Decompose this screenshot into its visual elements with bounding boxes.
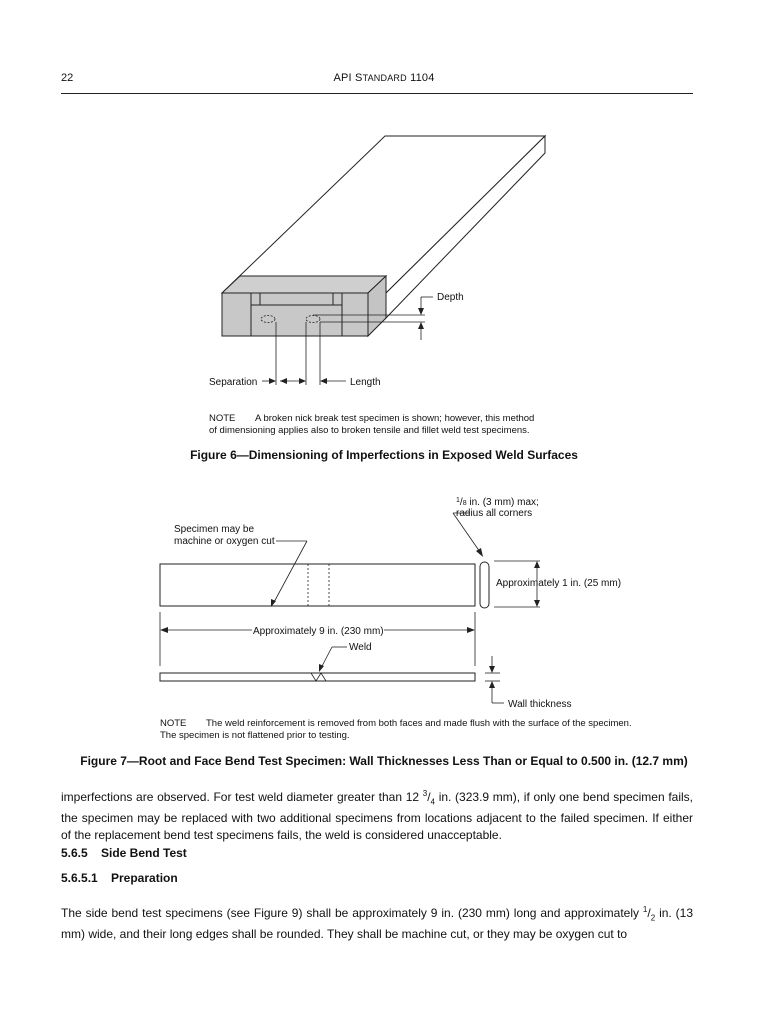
section-heading-5-6-5-1 [61, 871, 178, 885]
paragraph-2-fraction-numerator: 1 [642, 905, 648, 914]
figure-7-note [160, 718, 632, 742]
figure-6-note-line-1: A broken nick break test specimen is shown; however, this method [255, 413, 535, 424]
label-cut-line-1: Specimen may be [174, 524, 255, 535]
figure-6-drawing [0, 0, 768, 460]
end-top-strip [222, 276, 386, 293]
figure-7-note-tag: NOTE [160, 718, 187, 729]
paragraph-2-part-b: in. (13 mm) wide, and their long edges shall be rounded. They shall be machine cut, or they may be oxygen cut to [61, 906, 694, 942]
section-title-preparation: Preparation [111, 871, 178, 885]
figure-7-note-line-1: The weld reinforcement is removed from both faces and made flush with the surface of the specimen. [206, 718, 632, 729]
paragraph-2: The side bend test specimens (see Figure 9) shall be approximately 9 in. (230 mm) long and approximately $^1/_2$ in. (13 mm) wide, and their long edges shall be rounded. They shall be machine cut, or they may be oxygen cut to [61, 905, 694, 942]
section-title-side-bend-test: Side Bend Test [101, 846, 187, 860]
front-center-block [251, 305, 342, 336]
running-title-number: 1104 [406, 72, 435, 84]
specimen-side-view [160, 673, 475, 681]
front-right-block [342, 293, 368, 336]
label-radius-line-2: radius all corners [456, 508, 533, 519]
section-number-5-6-5: 5.6.5 [61, 846, 88, 860]
paragraph-2-part-a: The side bend test specimens (see Figure 9) shall be approximately 9 in. (230 mm) long and approximately [61, 906, 643, 920]
section-heading-5-6-5 [61, 846, 187, 860]
figure-6-note [209, 413, 534, 437]
page-number: 22 [61, 72, 74, 84]
paragraph-1-part-a: imperfections are observed. For test weld diameter greater than 12 [61, 790, 423, 804]
paragraph-1-fraction-denominator: 4 [430, 797, 435, 807]
figure-6-note-tag: NOTE [209, 413, 236, 424]
label-radius: $^1$/8 in. (3 mm) max; [456, 497, 539, 508]
running-title-smallcaps: TANDARD [362, 73, 407, 83]
running-title-main: API S [333, 72, 363, 84]
label-width: Approximately 1 in. (25 mm) [496, 578, 622, 589]
label-length: Length [350, 377, 381, 388]
label-depth: Depth [437, 292, 464, 303]
bar-top-face [222, 136, 545, 293]
paragraph-1-fraction-numerator: 3 [422, 789, 428, 798]
label-separation: Separation [209, 377, 258, 388]
label-cut-line-2: machine or oxygen cut [174, 536, 275, 547]
figure-7-caption: Figure 7—Root and Face Bend Test Specimen: Wall Thicknesses Less Than or Equal to 0.500 in. (12.7 mm) [80, 754, 688, 768]
figure-7-note-line-2: The specimen is not flattened prior to testing. [160, 730, 350, 741]
figure-6-caption: Figure 6—Dimensioning of Imperfections in Exposed Weld Surfaces [190, 448, 578, 462]
specimen-plan-view [160, 564, 475, 606]
section-number-5-6-5-1: 5.6.5.1 [61, 871, 98, 885]
paragraph-2-fraction-denominator: 2 [650, 913, 656, 923]
label-radius-rest: in. (3 mm) max; [466, 497, 539, 508]
label-radius-denominator: 8 [462, 500, 467, 507]
label-weld: Weld [349, 642, 372, 653]
paragraph-1-part-b: in. (323.9 mm), if only one bend specimen fails, the specimen may be replaced with two additional specimens from locations adjacent to the failed specimen. If either of the replacement bend test specimens fails, the weld is considered unacceptable. [61, 790, 693, 843]
label-wall-thickness: Wall thickness [508, 699, 572, 710]
front-left-block [222, 293, 251, 336]
figure-6-note-line-2: of dimensioning applies also to broken tensile and fillet weld test specimens. [209, 425, 530, 436]
rounded-edge-detail [480, 562, 489, 608]
figure-7-drawing [0, 480, 768, 720]
label-length-9in: Approximately 9 in. (230 mm) [253, 626, 384, 637]
label-radius-numerator: 1 [456, 497, 460, 504]
paragraph-1: imperfections are observed. For test weld diameter greater than 12 $^3/_4$ in. (323.9 mm), if only one bend specimen fails, the specimen may be replaced with two additional specimens from locations adjacent to the failed specimen. If either of the replacement bend test specimens fails, the weld is considered unacceptable. [61, 789, 693, 843]
